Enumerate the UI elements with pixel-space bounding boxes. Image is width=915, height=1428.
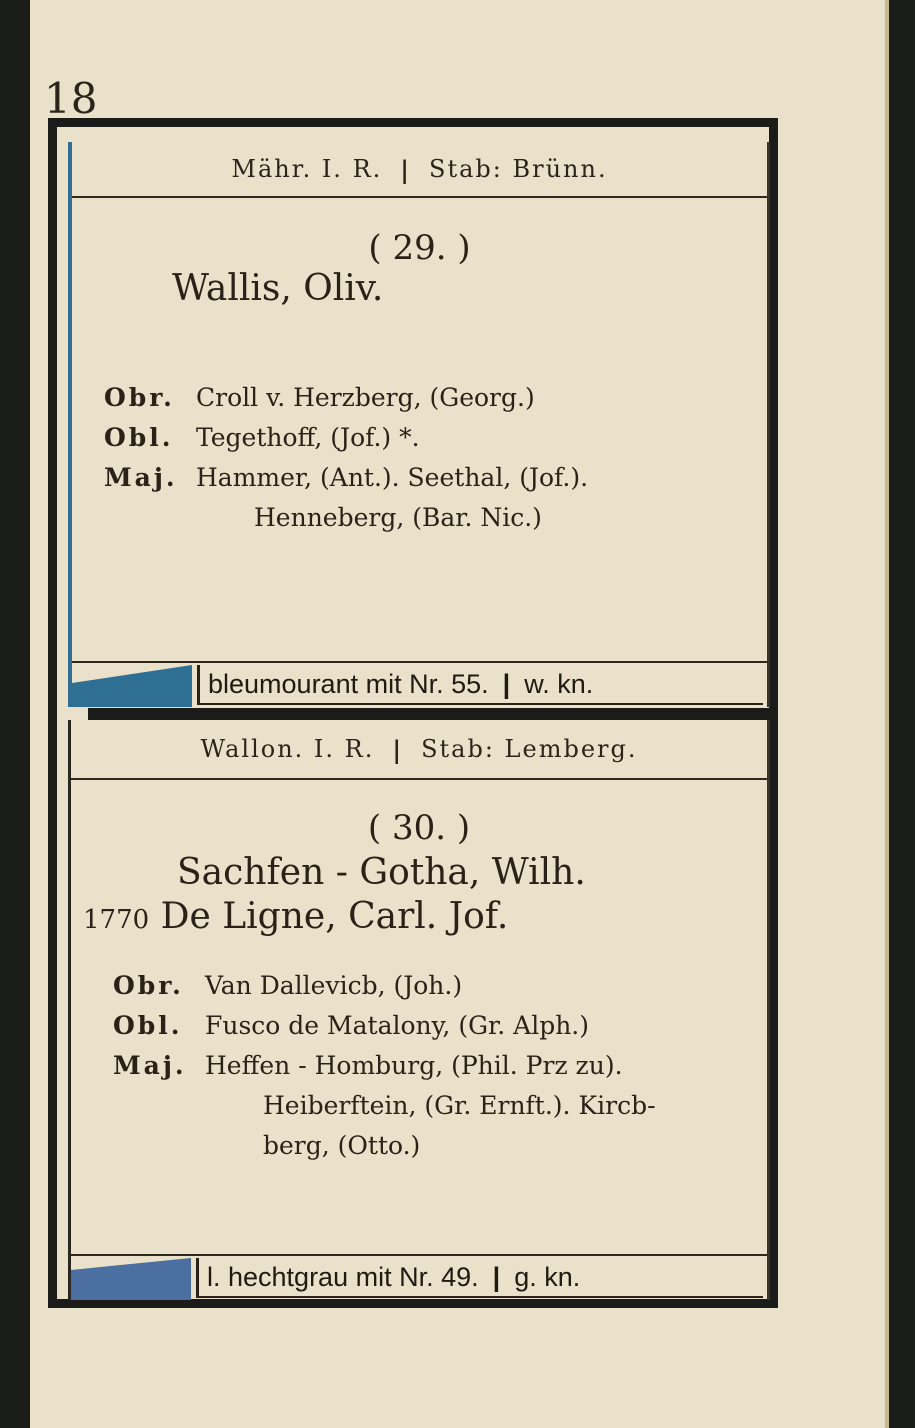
officer-continuation: Henneberg, (Bar. Nic.)	[254, 503, 542, 532]
uniform-info	[196, 1258, 763, 1298]
officer-list	[104, 378, 588, 538]
officer-rank: Maj.	[113, 1051, 187, 1080]
proprietor-year: 1770	[83, 905, 150, 935]
officer-rank: Obl.	[113, 1011, 183, 1040]
officer-continuation: Heiberftein, (Gr. Ernft.). Kircb-	[263, 1091, 656, 1120]
footer-separator: |	[502, 668, 511, 699]
facing-color-swatch	[72, 665, 192, 707]
entry-header	[71, 720, 767, 780]
regiment-number: ( 30. )	[367, 808, 471, 848]
officer-name: Hammer, (Ant.). Seethal, (Jof.).	[196, 463, 589, 492]
book-page	[30, 0, 889, 1428]
officer-name: Croll v. Herzberg, (Georg.)	[196, 383, 535, 412]
facing-color-swatch	[71, 1258, 191, 1300]
proprietor-name-text: De Ligne, Carl. Jof.	[160, 896, 509, 937]
officer-rank: Obr.	[113, 971, 184, 1000]
proprietor-name-second	[83, 896, 508, 937]
entry-footer	[72, 661, 767, 707]
regiment-entry-30	[68, 720, 770, 1300]
officer-rank: Obr.	[104, 383, 175, 412]
proprietor-name: Wallis, Oliv.	[172, 268, 384, 309]
entry-header	[72, 142, 767, 198]
regiment-name: Mähr. I. R.	[231, 155, 383, 183]
officer-name: Van Dallevicb, (Joh.)	[205, 971, 463, 1000]
button-color-text: g. kn.	[514, 1261, 581, 1292]
header-separator: |	[400, 154, 411, 184]
officer-rank: Obl.	[104, 423, 174, 452]
officer-list	[113, 966, 656, 1166]
officer-row	[104, 378, 588, 418]
officer-continuation: berg, (Otto.)	[263, 1131, 421, 1160]
officer-row	[113, 1046, 656, 1086]
officer-row	[113, 966, 656, 1006]
entry-footer	[71, 1254, 767, 1300]
facing-color-text: l. hechtgrau mit Nr. 49.	[207, 1261, 479, 1292]
footer-separator: |	[492, 1261, 501, 1292]
officer-row	[113, 1006, 656, 1046]
uniform-info	[197, 665, 763, 705]
regiment-staff: Stab: Lemberg.	[421, 735, 638, 763]
regiment-number: ( 29. )	[368, 228, 471, 268]
page-number: 18	[44, 74, 98, 123]
officer-name: Fusco de Matalony, (Gr. Alph.)	[205, 1011, 589, 1040]
button-color-text: w. kn.	[524, 668, 594, 699]
officer-name: Heffen - Homburg, (Phil. Prz zu).	[205, 1051, 623, 1080]
header-separator: |	[392, 734, 404, 764]
regiment-entry-29	[68, 142, 770, 707]
proprietor-name: Sachfen - Gotha, Wilh.	[177, 852, 586, 893]
facing-color-text: bleumourant mit Nr. 55.	[208, 668, 489, 699]
officer-row	[104, 418, 588, 458]
officer-name: Tegethoff, (Jof.) *.	[196, 423, 420, 452]
officer-rank: Maj.	[104, 463, 178, 492]
regiment-staff: Stab: Brünn.	[429, 155, 608, 183]
officer-row	[104, 458, 588, 498]
entry-divider	[88, 708, 778, 720]
regiment-name: Wallon. I. R.	[200, 735, 375, 763]
